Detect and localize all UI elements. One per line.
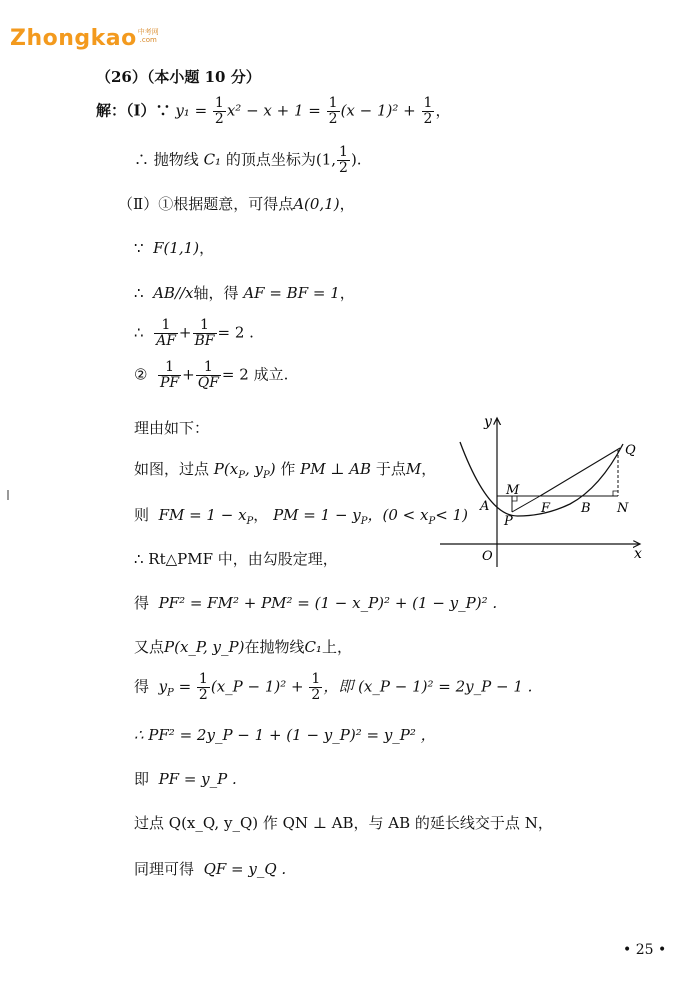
- pythagoras-eq: PF² = FM² + PM² = (1 − x_P)² + (1 − y_P)² .: [158, 594, 498, 612]
- vertex-line: [134, 145, 362, 176]
- label-x: x: [634, 546, 642, 562]
- part2-line7: [134, 458, 436, 481]
- part2-line16: [134, 858, 286, 879]
- line1-end: ，: [339, 195, 355, 213]
- page-number: • 25 •: [623, 942, 667, 958]
- line7-pre: 如图，过点: [134, 460, 210, 478]
- label-f: F: [541, 501, 551, 516]
- frac-den: 2: [339, 160, 348, 176]
- frac-num: 1: [198, 671, 208, 687]
- frac-den: QF: [197, 375, 219, 391]
- fraction-1-bf: [193, 318, 217, 349]
- logo-sub-en: .com: [139, 36, 157, 44]
- label-y: y: [484, 414, 492, 430]
- part2-line15: 过点 Q(x_Q, y_Q) 作 QN ⊥ AB，与 AB 的延长线交于点 N，: [134, 814, 553, 832]
- vertex-mid: 的顶点坐标为: [225, 150, 316, 169]
- frac-den: 2: [214, 111, 224, 127]
- frac-num: 1: [339, 144, 348, 160]
- frac-num: 1: [154, 318, 178, 334]
- range-cond-end: < 1): [435, 506, 468, 524]
- sub-p: P: [246, 516, 254, 527]
- segment-pf: [512, 496, 540, 512]
- line3-end: ，: [339, 284, 355, 302]
- line7-end: ，: [421, 460, 437, 478]
- because-symbol: ∵: [134, 239, 144, 257]
- part2-line5: ② $\frac{1}{PF}$ + $\frac{1}{QF}$ = 2 成立.: [134, 359, 289, 391]
- line10-pre: 得: [134, 594, 150, 612]
- fraction-half-e: [197, 672, 210, 703]
- line12-end: ，即 (x_P − 1)² = 2y_P − 1 .: [323, 677, 533, 696]
- point-a: A(0,1): [293, 195, 340, 213]
- point-m: M: [405, 460, 422, 478]
- fraction-1-pf: [158, 360, 181, 391]
- part2-line12: [134, 672, 532, 703]
- part1-tail: ，: [435, 101, 451, 120]
- curve-c1: C₁: [304, 638, 322, 656]
- label-b: B: [581, 501, 591, 516]
- margin-mark: [7, 490, 9, 500]
- therefore-symbol: ∴: [134, 284, 144, 302]
- frac-den: PF: [160, 375, 180, 391]
- line11-pre: 又点: [134, 638, 165, 656]
- therefore-symbol: ∴: [134, 323, 144, 342]
- line8-sep: ，: [253, 506, 269, 524]
- segment-fq: [540, 448, 620, 496]
- line16-pre: 同理可得: [134, 860, 195, 878]
- frac-num: 1: [328, 95, 338, 111]
- part2-line11: [134, 636, 352, 657]
- frac-den: 2: [311, 687, 321, 703]
- frac-den: BF: [194, 333, 215, 349]
- part2-line8: [134, 504, 468, 527]
- point-p-coords-2: P(x_P, y_P): [164, 638, 245, 656]
- ab-parallel: AB//x: [153, 284, 194, 302]
- vertex-prefix: ∴ 抛物线: [134, 150, 199, 169]
- label-n: N: [617, 501, 629, 516]
- logo-wordmark: Zhongkao: [10, 26, 137, 51]
- line2-end: ，: [199, 239, 215, 257]
- line12-pre: 得: [134, 677, 150, 696]
- right-angle-n: [613, 491, 618, 496]
- p-comma: , y: [244, 460, 263, 478]
- line7-mid2: 于点: [375, 460, 406, 478]
- fraction-half-a: [213, 96, 226, 127]
- fraction-1-af: [154, 318, 178, 349]
- line3-mid: 轴，得: [193, 284, 239, 302]
- line1-pre: （Ⅱ）①根据题意，可得点: [118, 195, 294, 213]
- part2-line13: ∴ PF² = 2y_P − 1 + (1 − y_P)² = y_P² ，: [134, 726, 436, 744]
- line12-eq: =: [178, 677, 192, 696]
- line12-paren: (x_P − 1)² +: [210, 677, 304, 696]
- fraction-half-d: [337, 145, 350, 176]
- fraction-half-f: [309, 672, 322, 703]
- fraction-half-b: [327, 96, 340, 127]
- fraction-1-qf: [196, 360, 221, 391]
- frac-num: 1: [423, 95, 433, 111]
- vertex-open: (1,: [315, 150, 337, 169]
- line14-pre: 即: [134, 770, 150, 788]
- p-open: P(x: [213, 460, 239, 478]
- label-o: O: [482, 549, 493, 564]
- line5-end: 成立.: [253, 365, 289, 384]
- sub-p: P: [167, 687, 174, 699]
- logo-sub-cn: 中考网: [137, 28, 159, 36]
- fm-eq: FM = 1 − x: [158, 506, 247, 524]
- part2-line3: [134, 282, 355, 303]
- line11-end: 上，: [321, 638, 352, 656]
- circled-two: ②: [134, 365, 148, 384]
- p-close: ): [269, 460, 276, 478]
- range-cond: ，(0 < x: [367, 506, 429, 524]
- part2-line2: [134, 237, 214, 258]
- frac-num: 1: [193, 318, 217, 334]
- frac-den: 2: [328, 111, 338, 127]
- vertex-form-expr: (x − 1)² +: [340, 101, 416, 120]
- sub-p: P: [262, 470, 270, 481]
- reason-line: 理由如下：: [134, 419, 210, 437]
- label-a: A: [480, 499, 490, 514]
- sub-p: P: [428, 516, 436, 527]
- sub-p: P: [360, 516, 368, 527]
- frac-den: 2: [198, 687, 208, 703]
- label-m: M: [506, 483, 520, 498]
- af-bf-eq: AF = BF = 1: [243, 284, 340, 302]
- label-q: Q: [625, 443, 636, 458]
- part1-equation-line: 解：（Ⅰ）∵ y₁ = $\frac{1}{2}$ x² − x + 1 = $\frac{1}{2}$ (x − 1)² + $\frac{1}{2}$ ，: [96, 95, 451, 127]
- curve-c1: C₁: [203, 150, 222, 169]
- quadratic-expr: x² − x + 1 =: [226, 101, 321, 120]
- part2-line14: [134, 768, 237, 789]
- site-logo: [10, 26, 159, 51]
- solution-lead: 解：（Ⅰ）∵: [96, 101, 171, 120]
- frac-den: AF: [156, 333, 176, 349]
- fraction-half-c: [422, 96, 435, 127]
- line5-eq: = 2: [221, 365, 249, 384]
- qf-eq: QF = y_Q .: [203, 860, 287, 878]
- frac-den: 2: [423, 111, 433, 127]
- label-p: P: [504, 514, 513, 529]
- problem-heading: （26）（本小题 10 分）: [96, 68, 261, 86]
- frac-num: 1: [196, 360, 221, 376]
- vertex-close: ).: [350, 150, 362, 169]
- sub-p: P: [238, 470, 245, 481]
- line8-pre: 则: [134, 506, 150, 524]
- parabola-figure: [440, 412, 650, 576]
- pm-eq: PM = 1 − y: [273, 506, 361, 524]
- part2-line1: [118, 193, 355, 214]
- y1-term: y₁: [175, 101, 190, 120]
- frac-num: 1: [214, 95, 224, 111]
- frac-num: 1: [158, 360, 181, 376]
- yp-term: y: [158, 677, 168, 696]
- line11-mid: 在抛物线: [244, 638, 305, 656]
- point-f: F(1,1): [153, 239, 200, 257]
- pf-eq: PF = y_P .: [158, 770, 237, 788]
- line4-eq: = 2 .: [217, 323, 254, 342]
- part2-line4: ∴ $\frac{1}{AF}$ + $\frac{1}{BF}$ = 2 .: [134, 317, 254, 349]
- frac-num: 1: [311, 671, 321, 687]
- line7-mid: 作: [280, 460, 296, 478]
- part2-line10: [134, 592, 497, 613]
- point-p-coords: [213, 460, 276, 481]
- part2-line9: ∴ Rt△PMF 中，由勾股定理，: [134, 550, 338, 568]
- pm-perp-ab: PM ⊥ AB: [300, 460, 372, 478]
- figure-svg: [440, 412, 650, 572]
- logo-subtext: [138, 28, 159, 44]
